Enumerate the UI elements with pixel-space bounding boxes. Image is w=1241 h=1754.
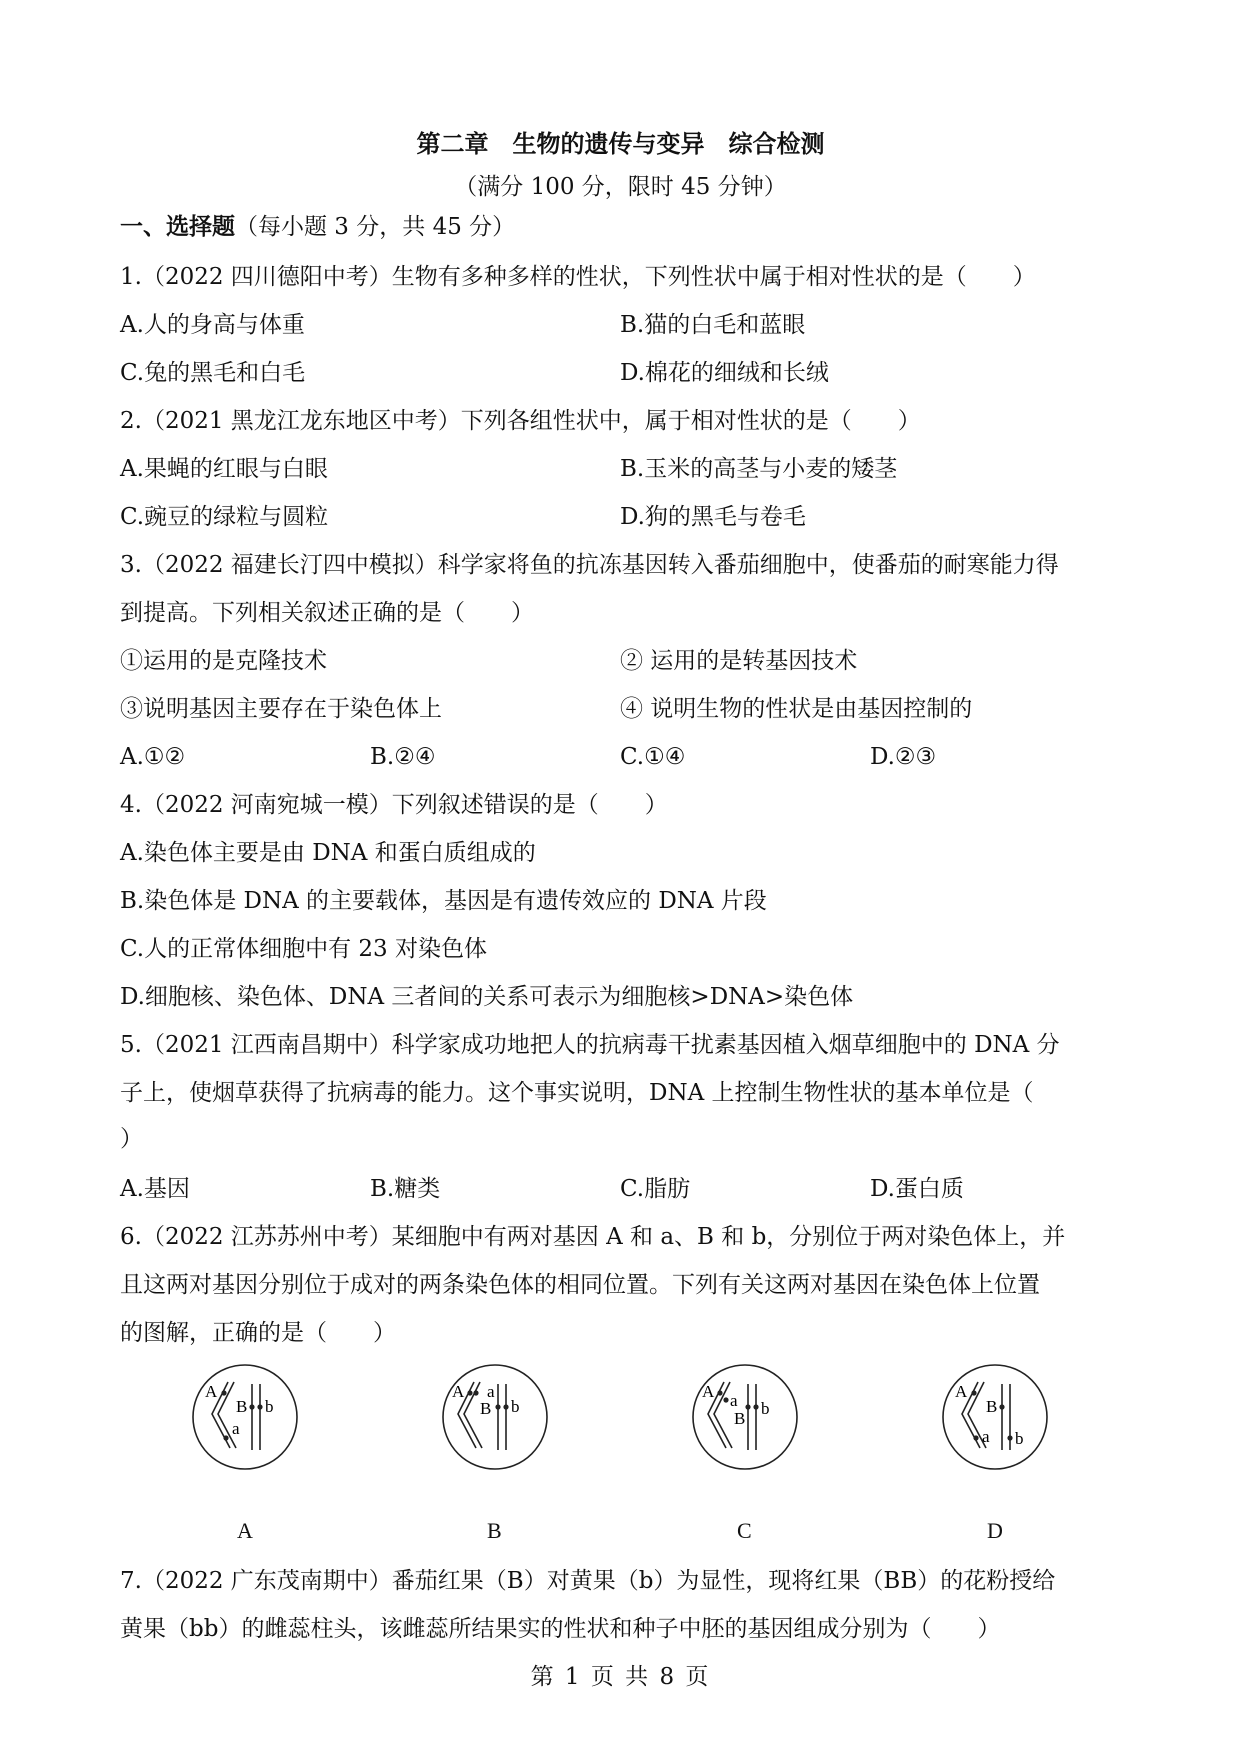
figure-label-a: A [237, 1518, 253, 1543]
section-heading [120, 212, 515, 242]
gene-label-b: b [265, 1397, 274, 1416]
gene-label-B: B [986, 1397, 998, 1416]
gene-label-B: B [734, 1409, 746, 1428]
question-5-option-b: B.糖类 [370, 1176, 441, 1202]
question-1-option-b: B.猫的白毛和蓝眼 [620, 312, 806, 338]
question-5-stem-line-2: 子上，使烟草获得了抗病毒的能力。这个事实说明，DNA 上控制生物性状的基本单位是（ [120, 1080, 1034, 1106]
question-5-option-c: C.脂肪 [620, 1176, 691, 1202]
section-title: 一、选择题 [120, 213, 235, 240]
question-2-stem: 2.（2021 黑龙江龙东地区中考）下列各组性状中，属于相对性状的是（ ） [120, 408, 921, 434]
question-4-option-a: A.染色体主要是由 DNA 和蛋白质组成的 [120, 840, 536, 866]
question-4-option-c: C.人的正常体细胞中有 23 对染色体 [120, 936, 487, 962]
gene-label-a: a [487, 1382, 495, 1401]
question-2-option-d: D.狗的黑毛与卷毛 [620, 504, 806, 530]
figure-label-c: C [737, 1518, 752, 1543]
figure-label-d: D [987, 1518, 1003, 1543]
section-note: （每小题 3 分，共 45 分） [235, 214, 516, 240]
question-3-statement-1: ①运用的是克隆技术 [120, 648, 327, 674]
gene-label-B: B [236, 1397, 248, 1416]
question-7-stem-line-1: 7.（2022 广东茂南期中）番茄红果（B）对黄果（b）为显性，现将红果（BB）的花粉授给 [120, 1568, 1056, 1594]
gene-label-a: a [730, 1391, 738, 1410]
page-footer: 第 1 页 共 8 页 [530, 1664, 711, 1690]
gene-label-a: a [232, 1419, 240, 1438]
question-5-option-d: D.蛋白质 [870, 1176, 964, 1202]
gene-label-a: a [982, 1427, 990, 1446]
gene-label-b: b [1015, 1429, 1024, 1448]
question-3-statement-4: ④ 说明生物的性状是由基因控制的 [620, 696, 973, 722]
figure-a-cell-diagram [190, 1362, 300, 1472]
question-4-option-b: B.染色体是 DNA 的主要载体，基因是有遗传效应的 DNA 片段 [120, 888, 767, 914]
question-3-option-d: D.②③ [870, 744, 937, 770]
gene-label-B: B [480, 1399, 492, 1418]
gene-label-A: A [955, 1382, 968, 1401]
question-2-option-c: C.豌豆的绿粒与圆粒 [120, 504, 329, 530]
question-1-stem: 1.（2022 四川德阳中考）生物有多种多样的性状，下列性状中属于相对性状的是（ ） [120, 264, 1036, 290]
question-1-option-c: C.兔的黑毛和白毛 [120, 360, 306, 386]
question-3-statement-3: ③说明基因主要存在于染色体上 [120, 696, 442, 722]
gene-label-b: b [511, 1397, 520, 1416]
question-7-stem-line-2: 黄果（bb）的雌蕊柱头，该雌蕊所结果实的性状和种子中胚的基因组成分别为（ ） [120, 1616, 1001, 1642]
question-1-option-a: A.人的身高与体重 [120, 312, 305, 338]
question-3-option-b: B.②④ [370, 744, 436, 770]
question-5-stem-line-3: ） [120, 1126, 143, 1152]
question-1-option-d: D.棉花的细绒和长绒 [620, 360, 829, 386]
page-subtitle: （满分 100 分，限时 45 分钟） [454, 174, 787, 200]
question-3-option-a: A.①② [120, 744, 186, 770]
question-6-stem-line-3: 的图解，正确的是（ ） [120, 1320, 396, 1346]
gene-label-A: A [702, 1382, 715, 1401]
question-3-statement-2: ② 运用的是转基因技术 [620, 648, 858, 674]
question-6-stem-line-1: 6.（2022 江苏苏州中考）某细胞中有两对基因 A 和 a、B 和 b，分别位于两对染色体上，并 [120, 1224, 1066, 1250]
figure-label-b: B [487, 1518, 502, 1543]
gene-label-A: A [452, 1382, 465, 1401]
question-2-option-b: B.玉米的高茎与小麦的矮茎 [620, 456, 898, 482]
figure-b-cell-diagram [440, 1362, 550, 1472]
question-5-option-a: A.基因 [120, 1176, 190, 1202]
question-6-stem-line-2: 且这两对基因分别位于成对的两条染色体的相同位置。下列有关这两对基因在染色体上位置 [120, 1272, 1040, 1298]
question-3-stem-line-2: 到提高。下列相关叙述正确的是（ ） [120, 600, 534, 626]
question-2-option-a: A.果蝇的红眼与白眼 [120, 456, 328, 482]
question-5-stem-line-1: 5.（2021 江西南昌期中）科学家成功地把人的抗病毒干扰素基因植入烟草细胞中的 DNA 分 [120, 1032, 1060, 1058]
figure-d-cell-diagram [940, 1362, 1050, 1472]
figure-c-cell-diagram [690, 1362, 800, 1472]
question-4-stem: 4.（2022 河南宛城一模）下列叙述错误的是（ ） [120, 792, 668, 818]
question-3-option-c: C.①④ [620, 744, 686, 770]
gene-label-b: b [761, 1399, 770, 1418]
question-3-stem-line-1: 3.（2022 福建长汀四中模拟）科学家将鱼的抗冻基因转入番茄细胞中，使番茄的耐寒能力得 [120, 552, 1059, 578]
question-4-option-d: D.细胞核、染色体、DNA 三者间的关系可表示为细胞核>DNA>染色体 [120, 984, 854, 1010]
page-title: 第二章 生物的遗传与变异 综合检测 [416, 129, 825, 158]
gene-label-A: A [205, 1382, 218, 1401]
